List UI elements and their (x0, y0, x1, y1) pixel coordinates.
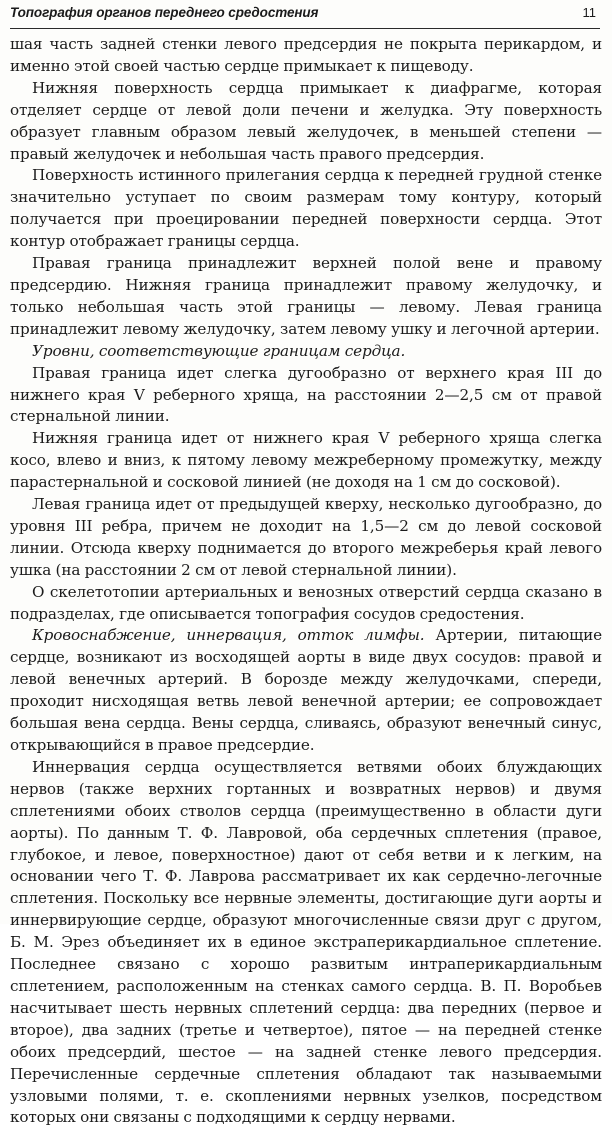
paragraph: О скелетотопии артериальных и венозных отверстий сердца сказано в подразделах, где описывается топография сосудов средостения. (10, 582, 602, 623)
paragraph: Нижняя граница идет от нижнего края V реберного хряща слегка косо, влево и вниз, к пятому левому межреберному промежутку, между парастернальной и сосковой линией (не доходя на 1 см до сосковой). (10, 429, 602, 492)
paragraph: Нижняя поверхность сердца примыкает к диафрагме, которая отделяет сердце от левой доли печени и желудка. Эту поверхность образует главным образом левый желудочек, в меньшей степени — правый желудочек и небольшая часть правого предсердия. (10, 78, 602, 163)
page-number: 11 (582, 5, 596, 20)
paragraph: Иннервация сердца осуществляется ветвями обоих блуждающих нервов (также верхних гортанных и возвратных нервов) и двумя сплетениями обоих стволов сердца (преимущественно в области дуги аорты). По данным Т. Ф. Лавровой, оба сердечных сплетения (правое, глубокое, и левое, поверхностное) дают от себя ветви и к легким, на основании чего Т. Ф. Лаврова рассматривает их как сердечно-легочные сплетения. Поскольку все нервные элементы, достигающие дуги аорты и иннервирующие сердце, образуют многочисленные связи друг с другом, Б. М. Эрез объединяет их в единое экстраперикардиальное сплетение. Последнее связано с хорошо развитым интраперикардиальным сплетением, расположенным на стенках самого сердца. В. П. Воробьев насчитывает шесть нервных сплетений сердца: два передних (первое и второе), два задних (третье и четвертое), пятое — на передней стенке обоих предсердий, шестое — на задней стенке левого предсердия. Перечисленные сердечные сплетения обладают так называемыми узловыми полями, т. е. скоплениями нервных узелков, посредством которых они связаны с подходящими к сердцу нервами. (10, 757, 602, 1127)
paragraph: Правая граница принадлежит верхней полой вене и правому предсердию. Нижняя граница принадлежит правому желудочку, и только небольшая часть этой границы — левому. Левая граница принадлежит левому желудочку, затем левому ушку и легочной артерии. (10, 254, 602, 338)
paragraph: Правая граница идет слегка дугообразно от верхнего края III до нижнего края V реберного хряща, на расстоянии 2—2,5 см от правой стернальной линии. (10, 363, 602, 426)
section-heading-text: Уровни, соответствующие границам сердца. (32, 341, 406, 360)
section-heading (10, 341, 602, 363)
body-text (10, 34, 602, 1129)
paragraph-body: Артерии, питающие сердце, возникают из восходящей аорты в виде двух сосудов: правой и левой венечных артерий. В борозде между желудочками, спереди, проходит нисходящая ветвь левой венечной артерии; ее сопровождает большая вена сердца. Вены сердца, сливаясь, образуют венечный синус, открывающийся в правое предсердие. (10, 626, 602, 754)
running-title: Топография органов переднего средостения (10, 5, 319, 20)
running-header (10, 2, 600, 29)
paragraph: шая часть задней стенки левого предсердия не покрыта перикардом, и именно этой своей частью сердце примыкает к пищеводу. (10, 35, 602, 75)
inline-heading: Кровоснабжение, иннервация, отток лимфы. (32, 626, 425, 645)
paragraph (10, 625, 602, 756)
paragraph: Поверхность истинного прилегания сердца к передней грудной стенке значительно уступает по своим размерам тому контуру, который получается при проецировании передней поверхности сердца. Этот контур отображает границы сердца. (10, 166, 602, 251)
paragraph: Левая граница идет от предыдущей кверху, несколько дугообразно, до уровня III ребра, причем не доходит на 1,5—2 см до левой сосковой линии. Отсюда кверху поднимается до второго межреберья край левого ушка (на расстоянии 2 см от левой стернальной линии). (10, 495, 602, 579)
